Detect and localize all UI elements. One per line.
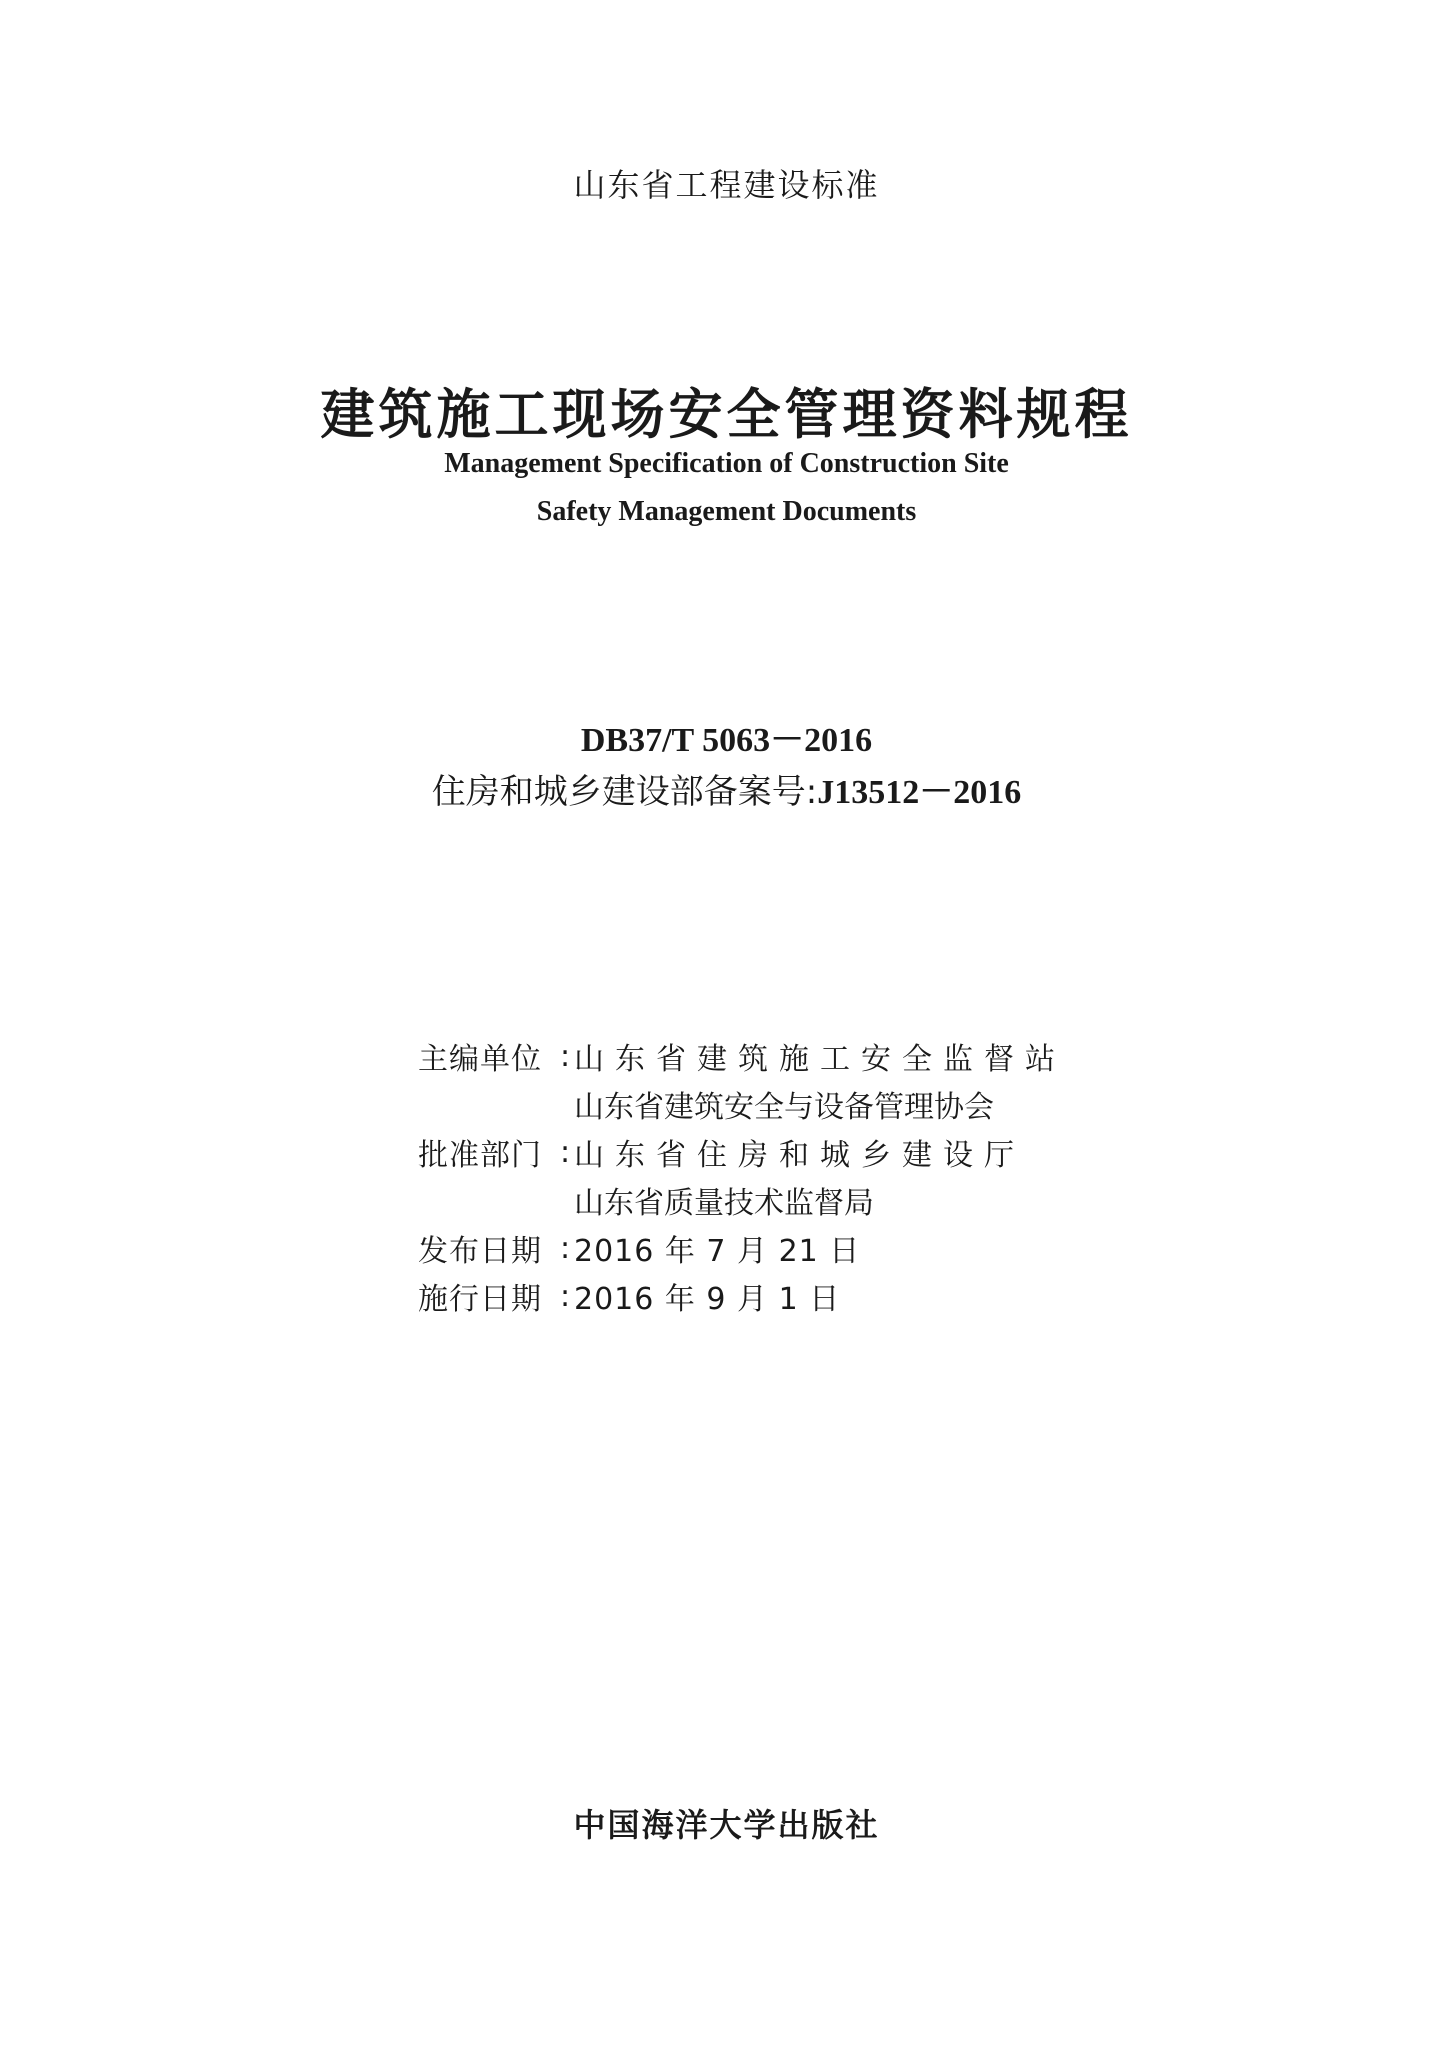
- filing-record: [0, 764, 1453, 813]
- editor-unit-1: 山东省建筑施工安全监督站: [574, 1042, 1066, 1077]
- standard-number: DB37/T 5063－2016: [580, 722, 873, 759]
- document-title-english-line2: Safety Management Documents: [536, 496, 917, 527]
- publication-info: [418, 1032, 1066, 1320]
- colon: :: [560, 1134, 571, 1170]
- effective-date-label: 施行日期: [418, 1282, 542, 1317]
- editor-unit-2: 山东省建筑安全与设备管理协会: [574, 1090, 994, 1125]
- filing-number: J13512－2016: [817, 774, 1022, 811]
- approval-dept-1: 山东省住房和城乡建设厅: [574, 1138, 1025, 1173]
- effective-date-row: [418, 1272, 1066, 1320]
- colon: :: [560, 1038, 571, 1074]
- release-date-row: [418, 1224, 1066, 1272]
- effective-date: 2016 年 9 月 1 日: [574, 1282, 841, 1317]
- release-date: 2016 年 7 月 21 日: [574, 1234, 861, 1269]
- filing-label: 住房和城乡建设部备案号:: [431, 772, 818, 812]
- approval-dept-2: 山东省质量技术监督局: [574, 1186, 874, 1221]
- editor-label: 主编单位: [418, 1042, 542, 1077]
- approval-row-2: [418, 1176, 1066, 1224]
- release-date-label: 发布日期: [418, 1234, 542, 1269]
- approval-label: 批准部门: [418, 1138, 542, 1173]
- colon: :: [560, 1278, 571, 1314]
- editor-row-2: [418, 1080, 1066, 1128]
- publisher: 中国海洋大学出版社: [573, 1806, 880, 1844]
- document-title-english-line1: Management Specification of Construction Site: [444, 448, 1009, 479]
- document-title-chinese: 建筑施工现场安全管理资料规程: [320, 383, 1133, 446]
- editor-row: [418, 1032, 1066, 1080]
- standard-series-heading: 山东省工程建设标准: [573, 166, 880, 204]
- colon: :: [560, 1230, 571, 1266]
- approval-row: [418, 1128, 1066, 1176]
